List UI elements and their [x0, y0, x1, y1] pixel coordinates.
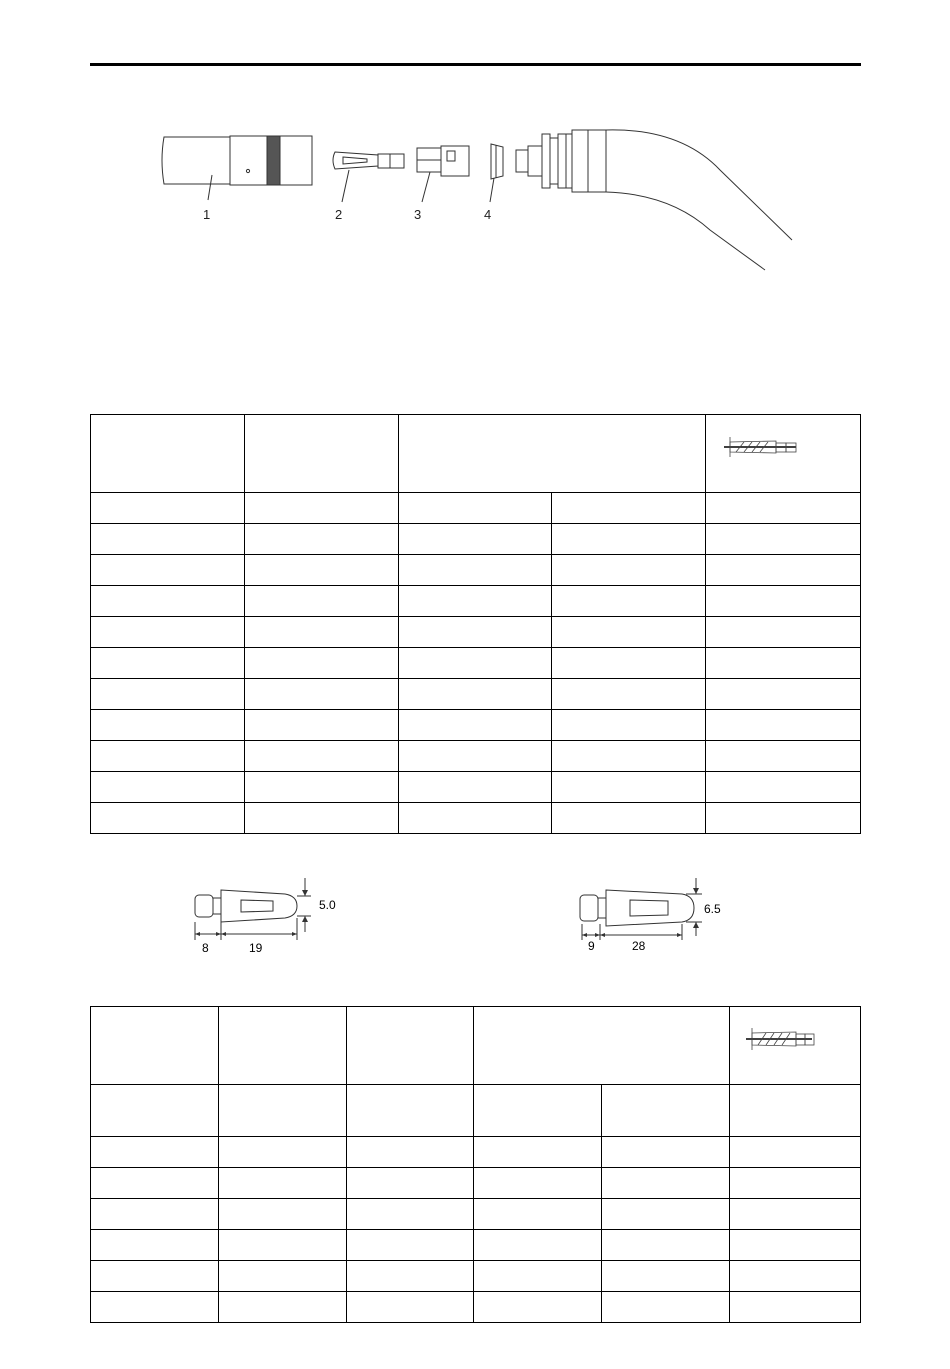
table-row	[91, 648, 861, 679]
table-row	[91, 586, 861, 617]
table-2-header-cell	[346, 1007, 474, 1085]
spare-parts-table-2	[90, 1006, 861, 1323]
table-row	[91, 772, 861, 803]
header-rule	[90, 63, 861, 66]
tip-adaptor-part	[417, 146, 469, 176]
contact-tip-large-drawing	[570, 870, 740, 960]
table-row	[91, 1292, 861, 1323]
tip-large-length-b: 28	[632, 939, 646, 953]
part-label-1: 1	[203, 207, 211, 222]
contact-tip-icon	[706, 415, 860, 487]
table-row	[91, 1261, 861, 1292]
tip-small-length-b: 19	[249, 941, 263, 955]
part-label-3: 3	[414, 207, 422, 222]
table-1-header-cell	[398, 415, 706, 493]
table-row	[91, 617, 861, 648]
table-1-header-cell	[244, 415, 398, 493]
table-1-header-cell	[91, 415, 245, 493]
torch-neck	[516, 130, 792, 270]
part-label-2: 2	[335, 207, 343, 222]
contact-tip-icon	[730, 1007, 858, 1079]
table-2-header-cell	[91, 1007, 219, 1085]
table-row	[91, 679, 861, 710]
table-row	[91, 524, 861, 555]
table-row	[91, 1137, 861, 1168]
table-row	[91, 1199, 861, 1230]
part-label-4: 4	[484, 207, 492, 222]
table-2-header-cell	[729, 1007, 860, 1085]
table-row	[91, 493, 861, 524]
table-2-header-cell	[218, 1007, 346, 1085]
table-row	[91, 1230, 861, 1261]
contact-tip-small-drawing	[185, 870, 355, 960]
spare-parts-table-1	[90, 414, 861, 834]
table-row	[91, 555, 861, 586]
brand-mark: ESAB	[283, 158, 293, 183]
tip-small-diameter: 5.0	[319, 898, 336, 912]
diffuser-part	[491, 144, 503, 179]
table-1-header-cell	[706, 415, 861, 493]
table-row	[91, 1168, 861, 1199]
table-row	[91, 741, 861, 772]
tip-large-diameter: 6.5	[704, 902, 721, 916]
table-row	[91, 1085, 861, 1137]
table-row	[91, 710, 861, 741]
tip-large-length-a: 9	[588, 939, 595, 953]
torch-exploded-view	[150, 120, 810, 280]
contact-tip-part	[333, 152, 404, 169]
tip-small-length-a: 8	[202, 941, 209, 955]
table-2-header-cell	[474, 1007, 730, 1085]
table-row	[91, 803, 861, 834]
